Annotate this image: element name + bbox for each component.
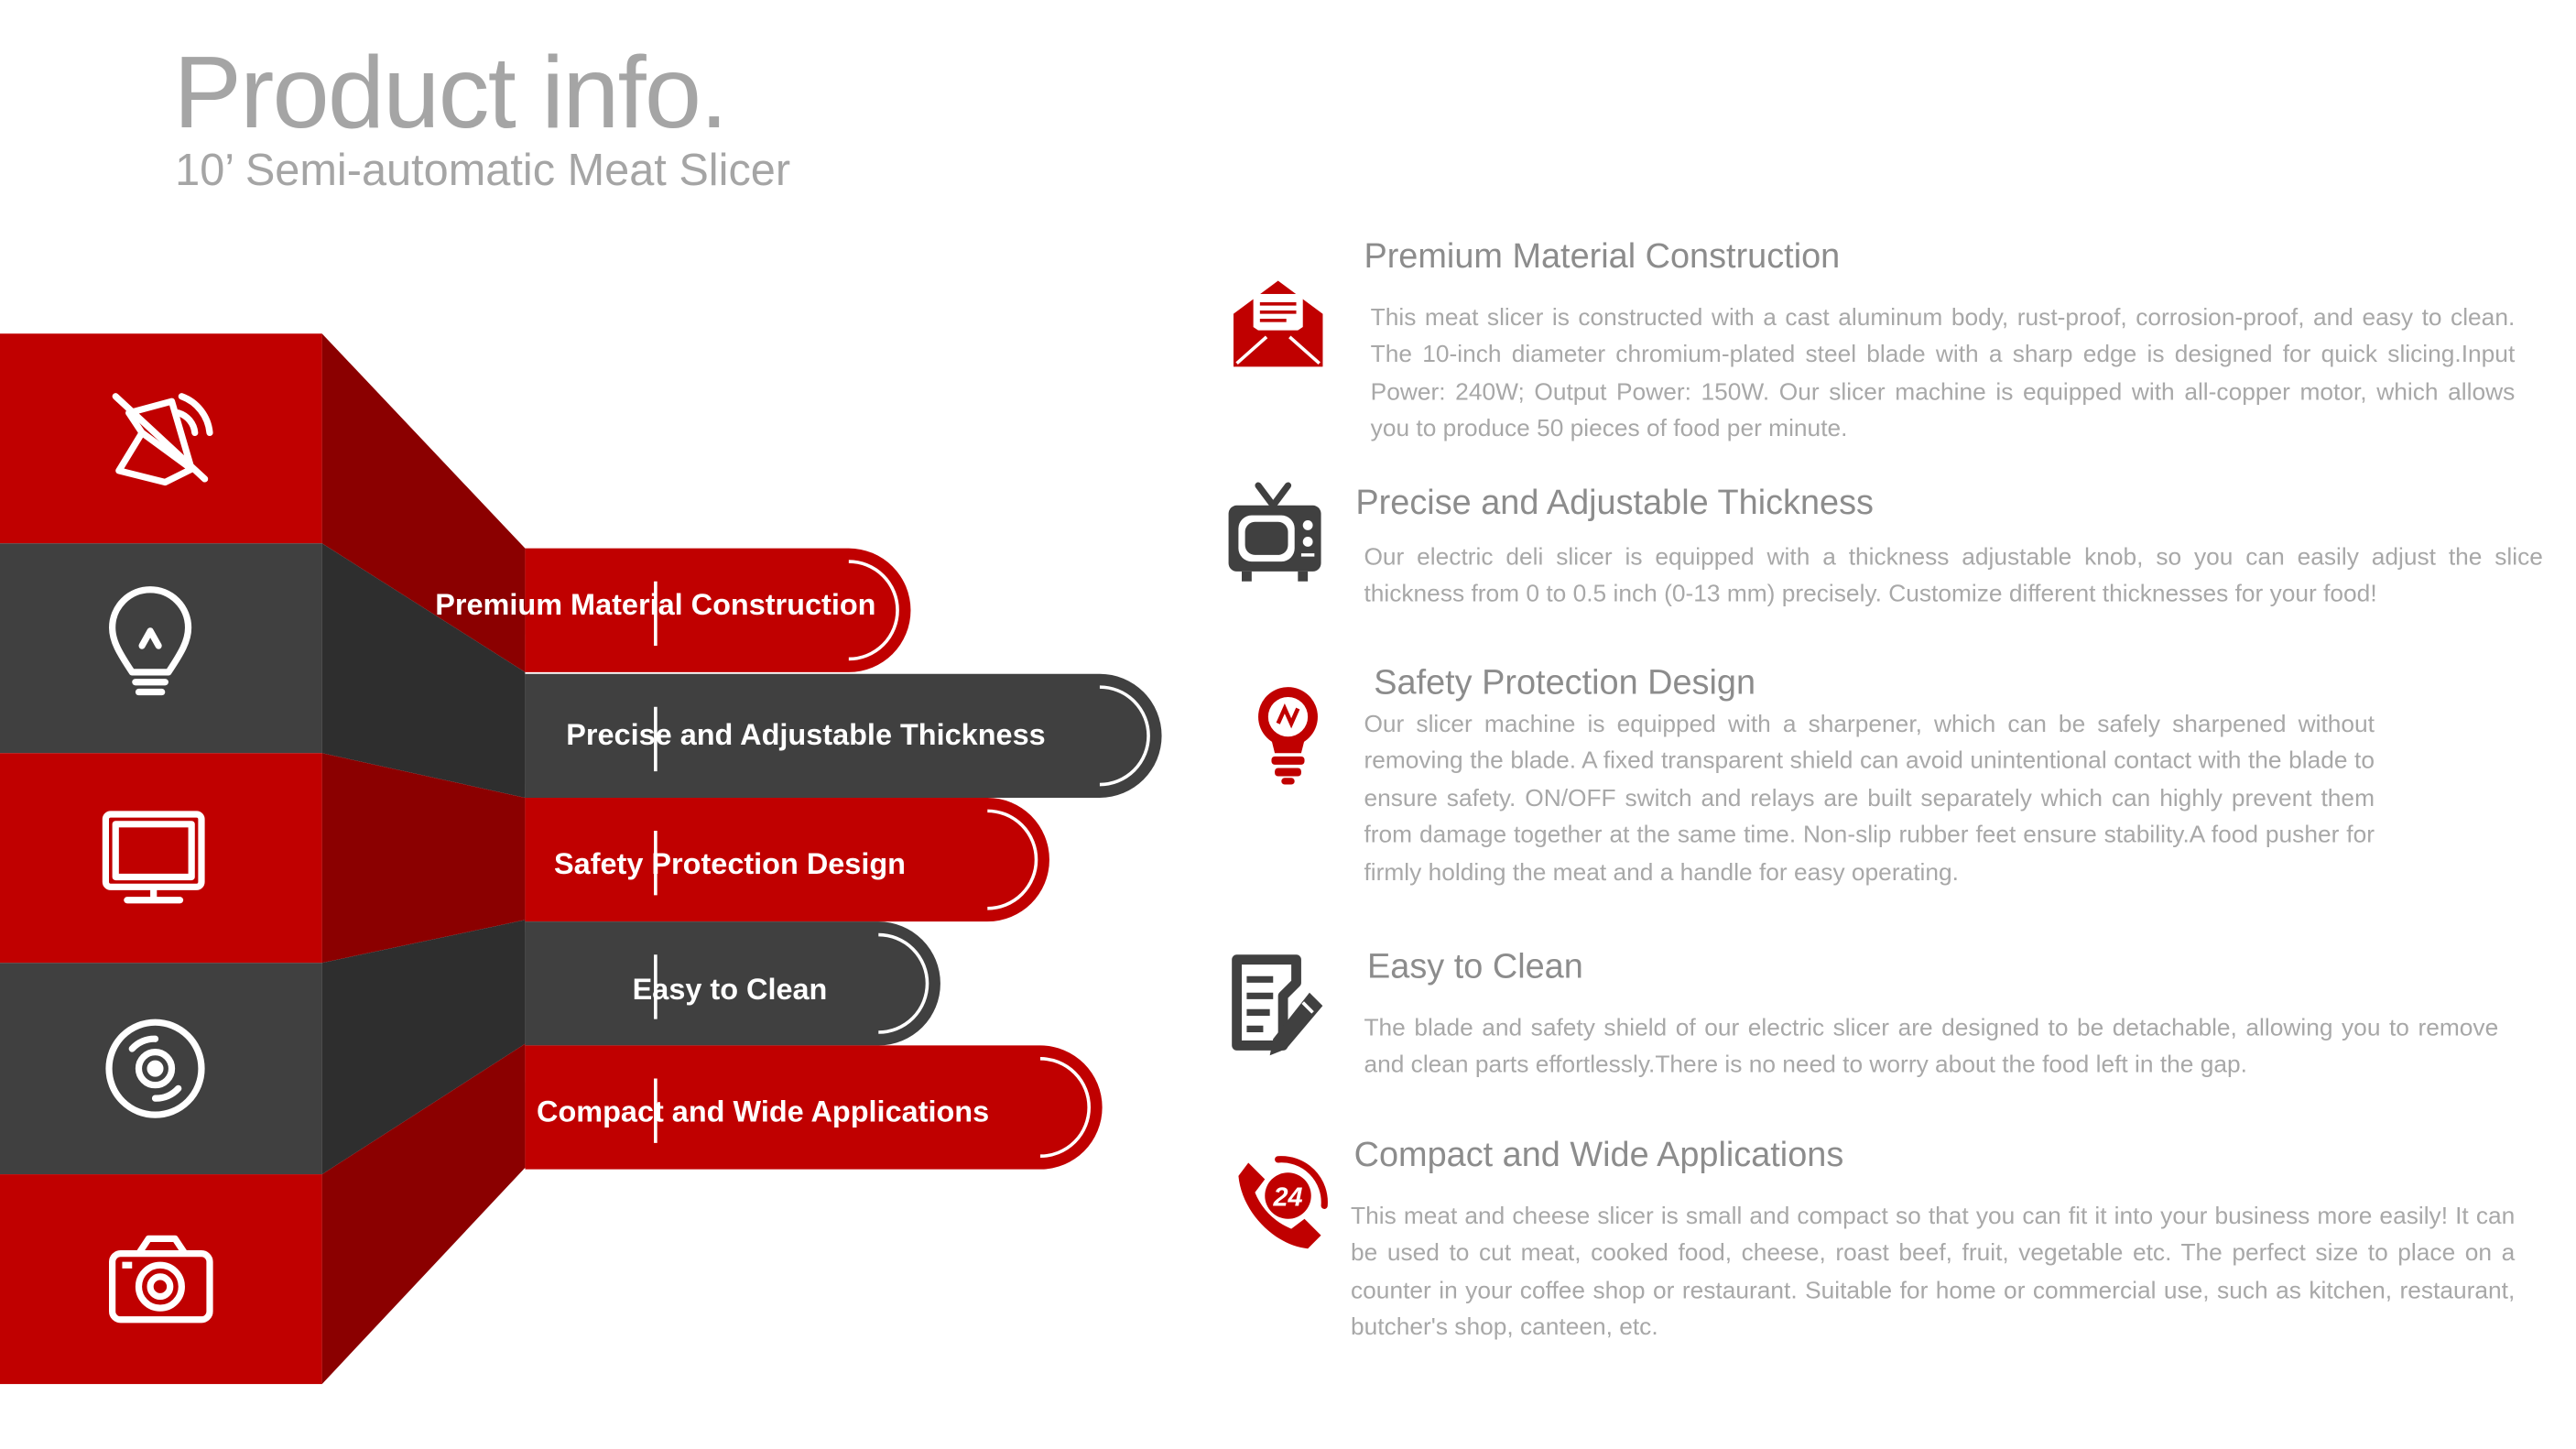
tv-icon	[1222, 479, 1324, 588]
lightbulb-icon	[1238, 681, 1341, 790]
page-title: Product info.	[173, 36, 727, 151]
feature-title-3: Safety Protection Design	[1374, 663, 1756, 703]
feature-title-2: Precise and Adjustable Thickness	[1355, 484, 1874, 522]
feature-body-3: Our slicer machine is equipped with a sharpener, which can be safely sharpened without removing the blade. A fixed transparent shield can avoid unintentional contact with the blade to ensure safety. ON/OFF switch and relays are built separately which can highly prevent them from damage together at the same time. Non-slip rubber feet ensure stability.A food pusher for firmly holding the meat and a handle for easy operating.	[1364, 712, 2375, 887]
stack-block-3	[0, 753, 322, 963]
document-pen-icon	[1223, 950, 1326, 1059]
feature-title-1: Premium Material Construction	[1364, 237, 1841, 277]
feature-body-2: Our electric deli slicer is equipped with a thickness adjustable knob, so you can easily adjust the slice thickness from 0 to 0.5 inch (0-13 mm) precisely. Customize different thicknesses for your food!	[1364, 545, 2543, 609]
pill-label-4: Easy to Clean	[632, 972, 828, 1006]
pill-label-5: Compact and Wide Applications	[537, 1095, 990, 1128]
page-subtitle: 10’ Semi-automatic Meat Slicer	[175, 145, 791, 195]
pill-label-3: Safety Protection Design	[554, 846, 906, 880]
pill-label-2: Precise and Adjustable Thickness	[566, 718, 1046, 752]
feature-body-4: The blade and safety shield of our electric slicer are designed to be detachable, allowing you to remove and clean parts effortlessly.There is no need to worry about the food left in the gap.	[1364, 1015, 2499, 1080]
feature-body-5: This meat and cheese slicer is small and compact so that you can fit it into your business more easily! It can be used to cut meat, cooked food, cheese, roast beef, fruit, vegetable etc. The perfect size to place on a counter in your coffee shop or restaurant. Suitable for home or commercial use, such as kitchen, restaurant, butcher's shop, canteen, etc.	[1351, 1204, 2516, 1342]
feature-stack-graphic	[0, 0, 1189, 1448]
pill-label-1: Premium Material Construction	[435, 587, 876, 621]
feature-title-5: Compact and Wide Applications	[1353, 1136, 1844, 1175]
feature-body-1: This meat slicer is constructed with a cast aluminum body, rust-proof, corrosion-proof, and easy to clean. The 10-inch diameter chromium-plated steel blade with a sharp edge is designed for quick slicing.Input Power: 240W; Output Power: 150W. Our slicer machine is equipped with all-copper motor, which allows you to produce 50 pieces of food per minute.	[1370, 305, 2516, 443]
envelope-icon	[1227, 267, 1330, 376]
svg-text:24: 24	[1273, 1182, 1303, 1213]
phone-24-icon	[1229, 1149, 1331, 1258]
stack-block-2	[0, 543, 322, 753]
feature-title-4: Easy to Clean	[1367, 948, 1583, 986]
